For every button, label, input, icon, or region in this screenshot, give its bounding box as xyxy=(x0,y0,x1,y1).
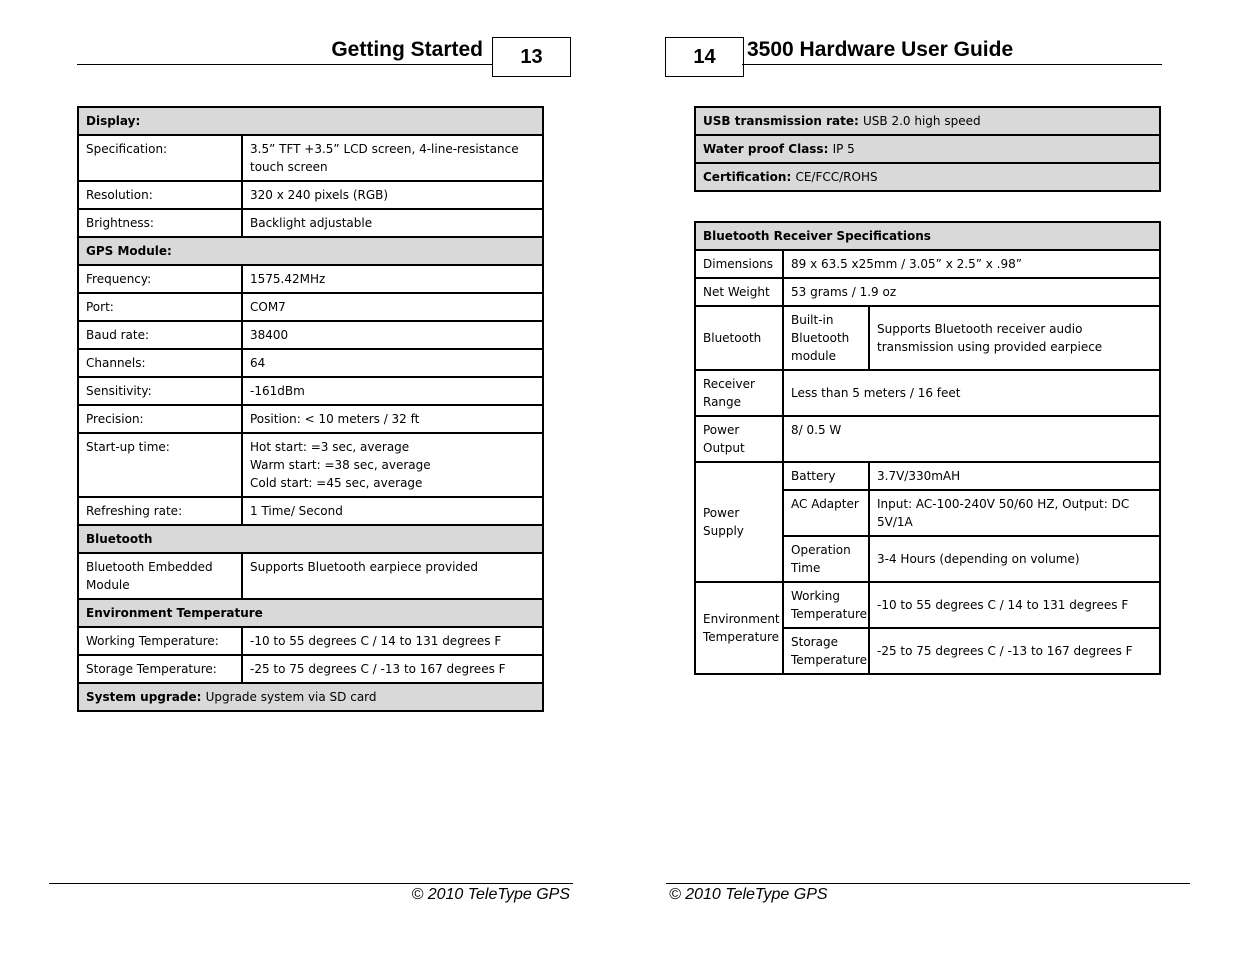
spec-label: Bluetooth Embedded Module xyxy=(78,553,242,599)
spec-label: Receiver Range xyxy=(695,370,783,416)
table-row-startup xyxy=(78,433,543,497)
page-footer: © 2010 TeleType GPS xyxy=(669,886,828,903)
spec-value xyxy=(242,433,543,497)
spec-label: Certification: xyxy=(703,170,792,184)
spec-value: Supports Bluetooth receiver audio transmission using provided earpiece xyxy=(869,306,1160,370)
spec-label: Baud rate: xyxy=(78,321,242,349)
spec-label: Channels: xyxy=(78,349,242,377)
spec-label: Dimensions xyxy=(695,250,783,278)
spec-label: Brightness: xyxy=(78,209,242,237)
page-header-title: Getting Started xyxy=(331,38,483,61)
spec-label: Precision: xyxy=(78,405,242,433)
table-row xyxy=(695,107,1160,135)
spec-sublabel: AC Adapter xyxy=(783,490,869,536)
spec-value: USB 2.0 high speed xyxy=(863,114,981,128)
spec-label: USB transmission rate: xyxy=(703,114,859,128)
spec-label: Environment Temperature xyxy=(695,582,783,674)
spec-label: Refreshing rate: xyxy=(78,497,242,525)
section-row-environment xyxy=(78,599,543,627)
table-row xyxy=(695,163,1160,191)
table-row xyxy=(695,370,1160,416)
general-spec-table xyxy=(694,106,1161,192)
section-title: GPS Module: xyxy=(78,237,543,265)
table-row xyxy=(78,627,543,655)
section-row-upgrade xyxy=(78,683,543,711)
spec-value: CE/FCC/ROHS xyxy=(795,170,878,184)
right-page xyxy=(617,0,1234,954)
spec-label: Port: xyxy=(78,293,242,321)
spec-value: 53 grams / 1.9 oz xyxy=(783,278,1160,306)
spec-value: 64 xyxy=(242,349,543,377)
spec-value: 38400 xyxy=(242,321,543,349)
spec-value: Backlight adjustable xyxy=(242,209,543,237)
spec-sublabel: Working Temperature xyxy=(783,582,869,628)
spec-label: Net Weight xyxy=(695,278,783,306)
spec-label: Start-up time: xyxy=(78,433,242,497)
footer-rule xyxy=(49,883,573,884)
table-row xyxy=(695,306,1160,370)
table-row xyxy=(78,497,543,525)
page-number-box: 14 xyxy=(665,37,744,77)
table-row xyxy=(78,553,543,599)
spec-value: -25 to 75 degrees C / -13 to 167 degrees F xyxy=(242,655,543,683)
spec-label: Power Supply xyxy=(695,462,783,582)
left-page xyxy=(0,0,617,954)
spec-value: 3-4 Hours (depending on volume) xyxy=(869,536,1160,582)
spec-value: 1575.42MHz xyxy=(242,265,543,293)
spec-value: Less than 5 meters / 16 feet xyxy=(783,370,1160,416)
spec-value: Supports Bluetooth earpiece provided xyxy=(242,553,543,599)
table-row xyxy=(78,209,543,237)
spec-value: 3.5” TFT +3.5” LCD screen, 4-line-resistance touch screen xyxy=(242,135,543,181)
spec-value: 3.7V/330mAH xyxy=(869,462,1160,490)
table-row xyxy=(695,135,1160,163)
section-title: Bluetooth xyxy=(78,525,543,553)
spec-value: 8/ 0.5 W xyxy=(783,416,1160,462)
section-title: Display: xyxy=(78,107,543,135)
spec-value: -10 to 55 degrees C / 14 to 131 degrees F xyxy=(242,627,543,655)
spec-value: IP 5 xyxy=(832,142,855,156)
table-row xyxy=(695,278,1160,306)
table-row xyxy=(78,181,543,209)
spec-value: -161dBm xyxy=(242,377,543,405)
spec-value: 89 x 63.5 x25mm / 3.05” x 2.5” x .98” xyxy=(783,250,1160,278)
spec-label: Working Temperature: xyxy=(78,627,242,655)
spec-label: Frequency: xyxy=(78,265,242,293)
table-row xyxy=(695,416,1160,462)
upgrade-value: Upgrade system via SD card xyxy=(205,690,377,704)
header-rule xyxy=(77,64,493,65)
table-row xyxy=(695,582,1160,628)
spec-sublabel: Storage Temperature xyxy=(783,628,869,674)
footer-rule xyxy=(666,883,1190,884)
spec-value: 320 x 240 pixels (RGB) xyxy=(242,181,543,209)
section-row-bluetooth xyxy=(78,525,543,553)
table-row xyxy=(695,462,1160,490)
spec-cell xyxy=(695,135,1160,163)
table-row xyxy=(78,321,543,349)
spec-value: Input: AC-100-240V 50/60 HZ, Output: DC 5V/1A xyxy=(869,490,1160,536)
page-header-title: 3500 Hardware User Guide xyxy=(747,38,1014,61)
startup-warm: Warm start: =38 sec, average xyxy=(250,458,431,472)
spec-label: Water proof Class: xyxy=(703,142,829,156)
section-row-receiver xyxy=(695,222,1160,250)
spec-label: Specification: xyxy=(78,135,242,181)
table-row xyxy=(78,349,543,377)
section-title: Bluetooth Receiver Specifications xyxy=(695,222,1160,250)
table-row xyxy=(78,293,543,321)
section-title: Environment Temperature xyxy=(78,599,543,627)
spec-value: 1 Time/ Second xyxy=(242,497,543,525)
section-row-display xyxy=(78,107,543,135)
section-row-gps xyxy=(78,237,543,265)
spec-label: Storage Temperature: xyxy=(78,655,242,683)
table-row xyxy=(78,135,543,181)
upgrade-cell xyxy=(78,683,543,711)
header-rule xyxy=(742,64,1162,65)
table-row xyxy=(695,250,1160,278)
page-footer: © 2010 TeleType GPS xyxy=(411,886,570,903)
spec-cell xyxy=(695,107,1160,135)
startup-hot: Hot start: =3 sec, average xyxy=(250,440,410,454)
startup-cold: Cold start: =45 sec, average xyxy=(250,476,423,490)
spec-label: Resolution: xyxy=(78,181,242,209)
spec-sublabel: Operation Time xyxy=(783,536,869,582)
upgrade-label: System upgrade: xyxy=(86,690,202,704)
spec-value: -10 to 55 degrees C / 14 to 131 degrees F xyxy=(869,582,1160,628)
device-spec-table xyxy=(77,106,544,712)
table-row xyxy=(78,405,543,433)
spec-sublabel: Battery xyxy=(783,462,869,490)
spec-cell xyxy=(695,163,1160,191)
table-row xyxy=(78,655,543,683)
spec-label: Bluetooth xyxy=(695,306,783,370)
spec-label: Sensitivity: xyxy=(78,377,242,405)
spec-label: Power Output xyxy=(695,416,783,462)
page-number-box: 13 xyxy=(492,37,571,77)
spec-sublabel: Built-in Bluetooth module xyxy=(783,306,869,370)
spec-value: Position: < 10 meters / 32 ft xyxy=(242,405,543,433)
table-row xyxy=(78,265,543,293)
table-row xyxy=(78,377,543,405)
spec-value: COM7 xyxy=(242,293,543,321)
receiver-spec-table xyxy=(694,221,1161,675)
spec-value: -25 to 75 degrees C / -13 to 167 degrees F xyxy=(869,628,1160,674)
